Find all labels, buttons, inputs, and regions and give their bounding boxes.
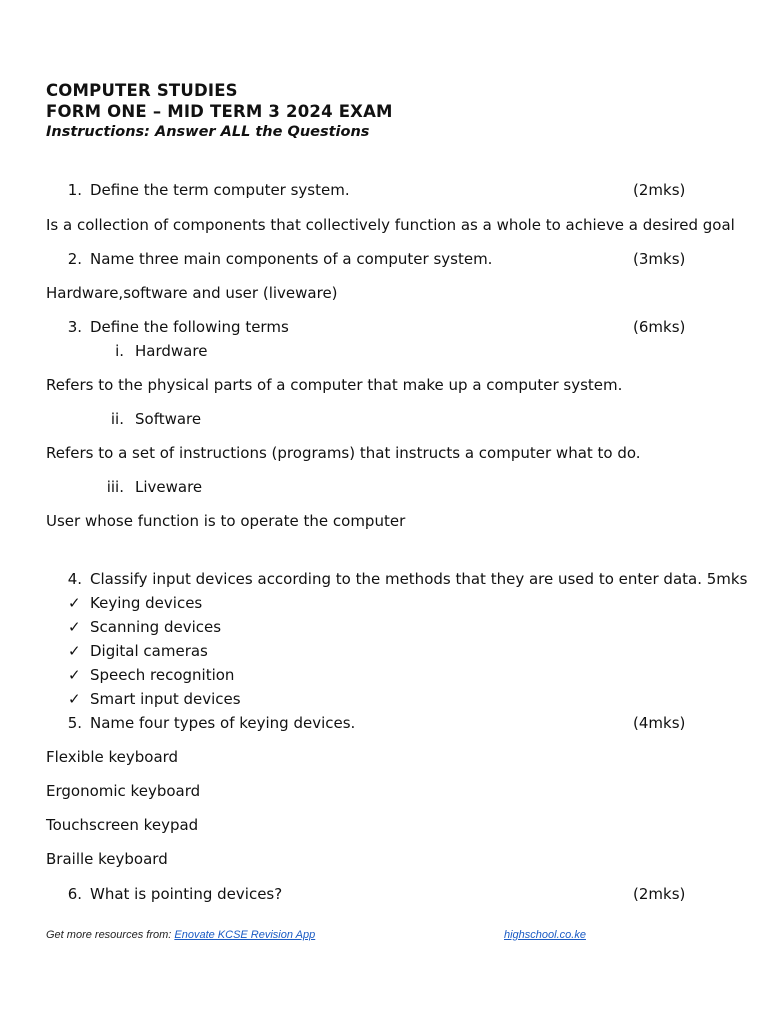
footer xyxy=(46,929,315,941)
answer-text: Is a collection of components that collectively function as a whole to achieve a desired goal xyxy=(46,216,735,234)
answer-text: Braille keyboard xyxy=(46,850,168,868)
answer-text: Hardware,software and user (liveware) xyxy=(46,284,338,302)
answer-text: User whose function is to operate the computer xyxy=(46,512,406,530)
footer-link-app[interactable]: Enovate KCSE Revision App xyxy=(174,929,316,941)
question-text: What is pointing devices? xyxy=(90,885,283,903)
subitem-number: iii. xyxy=(106,478,124,496)
checkmark-icon: ✓ xyxy=(68,618,81,636)
question-text: Name four types of keying devices. xyxy=(90,714,356,732)
question-marks: (2mks) xyxy=(633,885,686,903)
checkmark-icon: ✓ xyxy=(68,642,81,660)
checklist-text: Keying devices xyxy=(90,594,203,612)
footer-site xyxy=(504,929,586,941)
question-number: 2. xyxy=(67,250,82,268)
question-number: 1. xyxy=(67,181,82,199)
answer-text: Flexible keyboard xyxy=(46,748,179,766)
checklist-text: Scanning devices xyxy=(90,618,222,636)
checkmark-icon: ✓ xyxy=(68,666,81,684)
subitem-number: ii. xyxy=(110,410,124,428)
question-number: 4. xyxy=(67,570,82,588)
subitem-text: Software xyxy=(135,410,202,428)
question-number: 5. xyxy=(67,714,82,732)
title-line-2: FORM ONE – MID TERM 3 2024 EXAM xyxy=(46,102,393,121)
instructions: Instructions: Answer ALL the Questions xyxy=(46,124,370,140)
footer-link-site[interactable]: highschool.co.ke xyxy=(504,929,586,941)
footer-prefix: Get more resources from: xyxy=(46,929,175,941)
answer-text: Touchscreen keypad xyxy=(46,816,199,834)
checkmark-icon: ✓ xyxy=(68,594,81,612)
question-marks: (2mks) xyxy=(633,181,686,199)
answer-text: Refers to a set of instructions (programs) that instructs a computer what to do. xyxy=(46,444,641,462)
answer-text: Refers to the physical parts of a computer that make up a computer system. xyxy=(46,376,623,394)
checklist-text: Speech recognition xyxy=(90,666,235,684)
question-text: Name three main components of a computer system. xyxy=(90,250,493,268)
checklist-text: Smart input devices xyxy=(90,690,241,708)
subitem-text: Hardware xyxy=(135,342,208,360)
question-number: 3. xyxy=(67,318,82,336)
subitem-text: Liveware xyxy=(135,478,203,496)
question-text: Classify input devices according to the methods that they are used to enter data. 5mks xyxy=(90,570,748,588)
title-line-1: COMPUTER STUDIES xyxy=(46,81,238,100)
question-marks: (3mks) xyxy=(633,250,686,268)
question-marks: (4mks) xyxy=(633,714,686,732)
question-number: 6. xyxy=(67,885,82,903)
question-marks: (6mks) xyxy=(633,318,686,336)
checkmark-icon: ✓ xyxy=(68,690,81,708)
question-text: Define the term computer system. xyxy=(90,181,350,199)
answer-text: Ergonomic keyboard xyxy=(46,782,201,800)
question-text: Define the following terms xyxy=(90,318,289,336)
subitem-number: i. xyxy=(115,342,124,360)
checklist-text: Digital cameras xyxy=(90,642,208,660)
